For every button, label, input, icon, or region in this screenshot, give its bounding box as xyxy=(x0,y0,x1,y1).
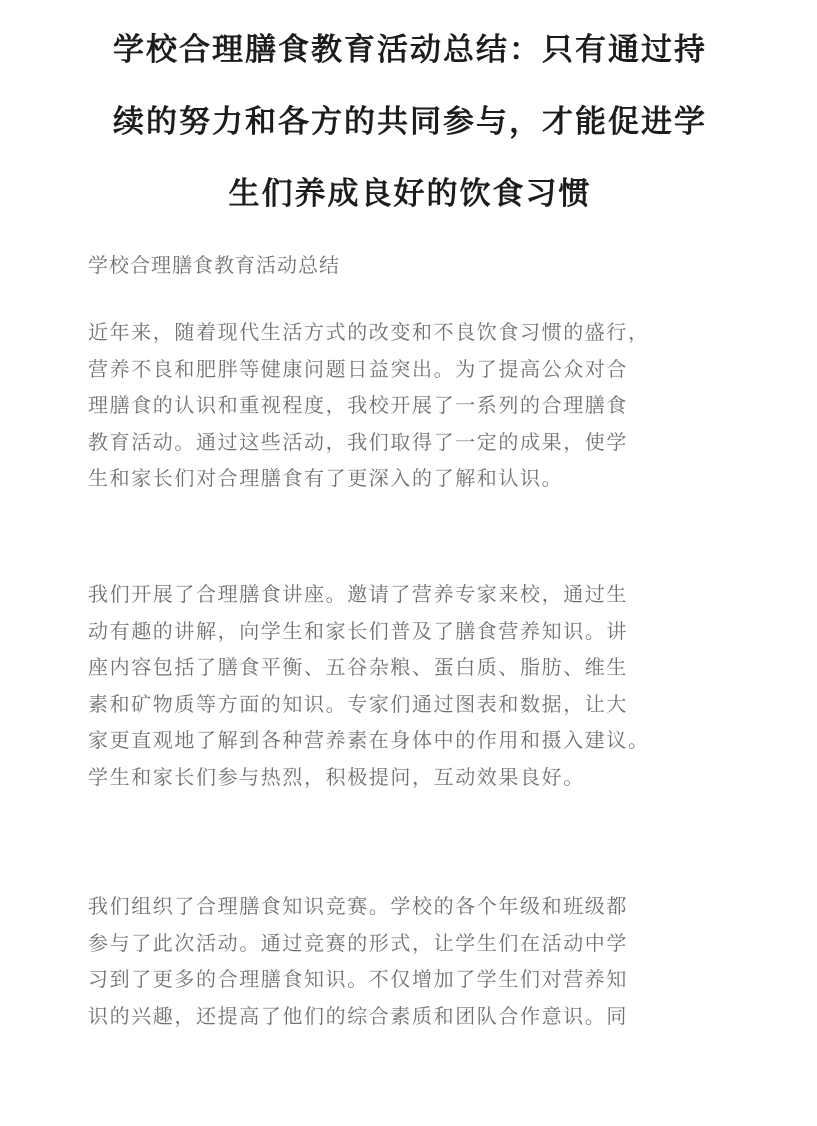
text-line: 教育活动。通过这些活动，我们取得了一定的成果，使学 xyxy=(88,429,628,454)
text-line: 近年来，随着现代生活方式的改变和不良饮食习惯的盛行， xyxy=(88,320,650,344)
text-line: 动有趣的讲解，向学生和家长们普及了膳食营养知识。讲 xyxy=(88,618,628,643)
text-line: 座内容包括了膳食平衡、五谷杂粮、蛋白质、脂肪、维生 xyxy=(88,655,628,679)
paragraph-intro xyxy=(88,314,650,497)
text-line: 生和家长们对合理膳食有了更深入的了解和认识。 xyxy=(88,466,564,490)
paragraph-competition xyxy=(88,888,628,1034)
text-line: 家更直观地了解到各种营养素在身体中的作用和摄入建议。 xyxy=(88,728,650,752)
text-line: 习到了更多的合理膳食知识。不仅增加了学生们对营养知 xyxy=(88,967,628,991)
document-title xyxy=(60,14,760,230)
text-line: 我们开展了合理膳食讲座。邀请了营养专家来校，通过生 xyxy=(88,582,628,606)
title-line: 生们养成良好的饮食习惯 xyxy=(228,176,592,212)
title-line: 续的努力和各方的共同参与，才能促进学 xyxy=(113,104,707,140)
title-line: 学校合理膳食教育活动总结：只有通过持 xyxy=(113,32,707,68)
text-line: 学生和家长们参与热烈，积极提问，互动效果良好。 xyxy=(88,764,585,789)
text-line: 识的兴趣，还提高了他们的综合素质和团队合作意识。同 xyxy=(88,1003,628,1028)
text-line: 理膳食的认识和重视程度，我校开展了一系列的合理膳食 xyxy=(88,393,628,417)
paragraph-lecture xyxy=(88,576,650,795)
document-subtitle: 学校合理膳食教育活动总结 xyxy=(88,253,340,277)
text-line: 我们组织了合理膳食知识竞赛。学校的各个年级和班级都 xyxy=(88,894,628,918)
text-line: 参与了此次活动。通过竞赛的形式，让学生们在活动中学 xyxy=(88,930,628,955)
text-line: 营养不良和肥胖等健康问题日益突出。为了提高公众对合 xyxy=(88,356,628,381)
text-line: 素和矿物质等方面的知识。专家们通过图表和数据，让大 xyxy=(88,691,628,716)
